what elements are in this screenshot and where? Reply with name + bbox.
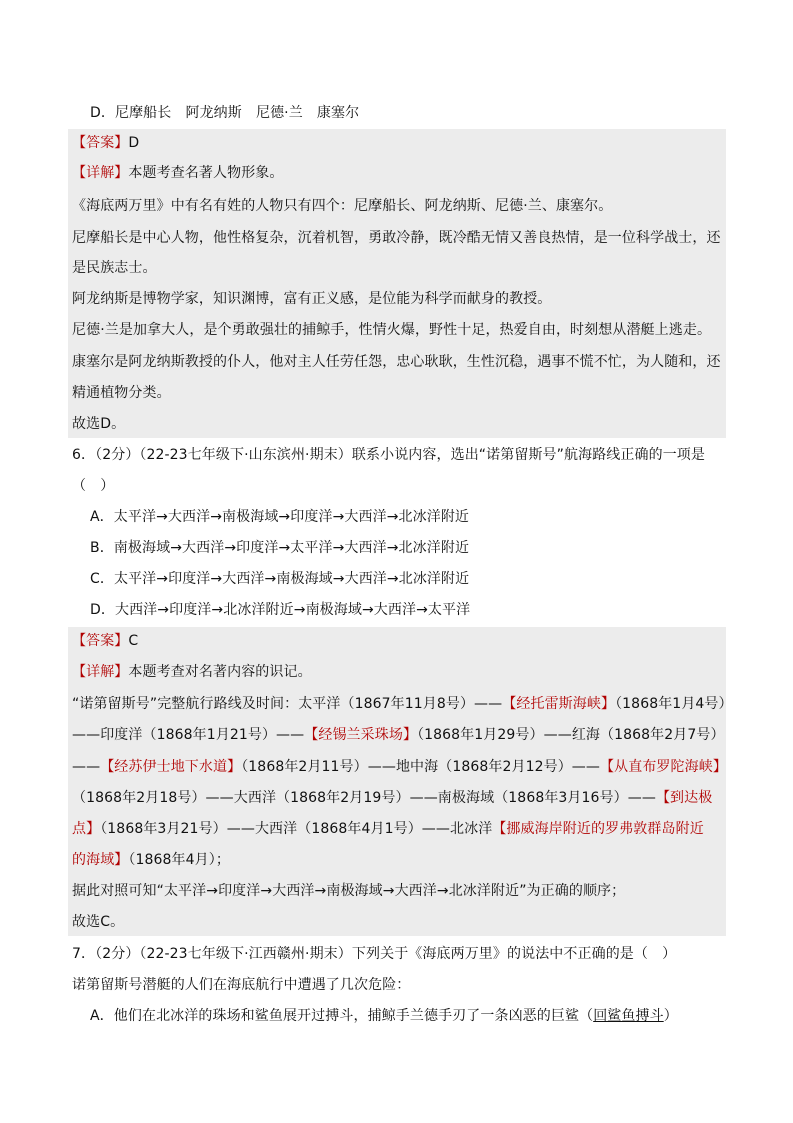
answer-tag: 【答案】 xyxy=(72,135,129,151)
route-text: —— xyxy=(72,759,101,775)
route-text: （1868年2月18号）——大西洋（1868年2月19号）——南极海域（1868年3月16号）—— xyxy=(72,790,656,806)
route-text: “诺第留斯号”完整航行路线及时间：太平洋（1867年11月8号）—— xyxy=(72,696,503,712)
route-waypoint: 【经托雷斯海峡】 xyxy=(502,696,616,712)
route-text: （1868年1月29号）——红海（1868年2月7号） xyxy=(417,727,725,743)
route-text: （1868年2月11号）——地中海（1868年2月12号）—— xyxy=(241,759,601,775)
answer-tag: 【答案】 xyxy=(72,633,129,649)
option-text: ） xyxy=(663,1008,678,1024)
answer-value: D xyxy=(128,135,140,151)
q7-stem: 7．（2分）（22-23七年级下·江西赣州·期末）下列关于《海底两万里》的说法中不正确的是（ ） xyxy=(72,946,677,962)
q5-detail-line: 康塞尔是阿龙纳斯教授的仆人，他对主人任劳任怨，忠心耿耿，生性沉稳，遇事不慌不忙，为人随和，还 xyxy=(72,354,721,370)
q6-conclusion: 据此对照可知“太平洋→印度洋→大西洋→南极海域→大西洋→北冰洋附近”为正确的顺序； xyxy=(72,883,626,899)
route-text: （1868年3月21号）——大西洋（1868年4月1号）——北冰洋 xyxy=(100,821,493,837)
q5-detail-line: 尼摩船长是中心人物，他性格复杂，沉着机智，勇敢冷静，既冷酷无情又善良热情，是一位科学战士，还 xyxy=(72,230,721,246)
q6-route-line xyxy=(72,819,722,839)
q6-route-line xyxy=(72,694,733,714)
q7-intro: 诺第留斯号潜艇的人们在海底航行中遭遇了几次危险： xyxy=(72,977,411,993)
q6-option-a: A．太平洋→大西洋→南极海域→印度洋→大西洋→北冰洋附近 xyxy=(90,509,470,525)
q6-option-b: B．南极海域→大西洋→印度洋→太平洋→大西洋→北冰洋附近 xyxy=(90,540,470,556)
q6-route-line xyxy=(72,725,725,745)
underlined-text: 回鲨鱼搏斗 xyxy=(593,1008,664,1024)
route-text: ——印度洋（1868年1月21号）—— xyxy=(72,727,305,743)
q7-option-a xyxy=(90,1006,740,1026)
route-waypoint: 的海域】 xyxy=(72,852,129,868)
q5-option-d: D．尼摩船长 阿龙纳斯 尼德·兰 康塞尔 xyxy=(90,105,360,121)
answer-value: C xyxy=(128,633,139,649)
q6-option-d: D．大西洋→印度洋→北冰洋附近→南极海域→大西洋→太平洋 xyxy=(90,602,471,618)
route-text: （1868年4月）； xyxy=(128,852,230,868)
q6-detail xyxy=(72,662,722,682)
q5-detail-line: 《海底两万里》中有名有姓的人物只有四个：尼摩船长、阿龙纳斯、尼德·兰、康塞尔。 xyxy=(72,198,613,214)
q5-answer xyxy=(72,133,722,153)
q5-detail-line: 尼德·兰是加拿大人，是个勇敢强壮的捕鲸手，性情火爆，野性十足，热爱自由，时刻想从潜艇上逃走。 xyxy=(72,322,712,338)
detail-tag: 【详解】 xyxy=(72,664,129,680)
route-waypoint: 【从直布罗陀海峡】 xyxy=(600,759,727,775)
q6-answer xyxy=(72,631,722,651)
detail-intro: 本题考查名著人物形象。 xyxy=(128,165,284,181)
q5-detail-line: 精通植物分类。 xyxy=(72,385,171,401)
q6-stem: 6．（2分）（22-23七年级下·山东滨州·期末）联系小说内容，选出“诺第留斯号”航海路线正确的一项是 xyxy=(72,447,705,463)
route-waypoint: 【到达极 xyxy=(655,790,713,806)
route-waypoint: 【挪威海岸附近的罗弗敦群岛附近 xyxy=(492,821,704,837)
route-waypoint: 点】 xyxy=(72,821,101,837)
q5-detail xyxy=(72,163,722,183)
q5-detail-line: 阿龙纳斯是博物学家，知识渊博，富有正义感，是位能为科学而献身的教授。 xyxy=(72,291,552,307)
q5-choice: 故选D。 xyxy=(72,416,126,432)
q6-route-line xyxy=(72,788,722,808)
route-waypoint: 【经锡兰采珠场】 xyxy=(304,727,418,743)
q5-detail-line: 是民族志士。 xyxy=(72,260,157,276)
detail-intro: 本题考查对名著内容的识记。 xyxy=(128,664,312,680)
q6-stem-paren: （ ） xyxy=(72,478,115,494)
detail-tag: 【详解】 xyxy=(72,165,129,181)
route-text: （1868年1月4号） xyxy=(615,696,733,712)
q6-route-line xyxy=(72,757,727,777)
route-waypoint: 【经苏伊士地下水道】 xyxy=(100,759,242,775)
q6-route-line xyxy=(72,850,722,870)
option-text: A．他们在北冰洋的珠场和鲨鱼展开过搏斗，捕鲸手兰德手刃了一条凶恶的巨鲨（ xyxy=(90,1008,594,1024)
q6-option-c: C．太平洋→印度洋→大西洋→南极海域→大西洋→北冰洋附近 xyxy=(90,571,470,587)
q6-choice: 故选C。 xyxy=(72,914,125,930)
